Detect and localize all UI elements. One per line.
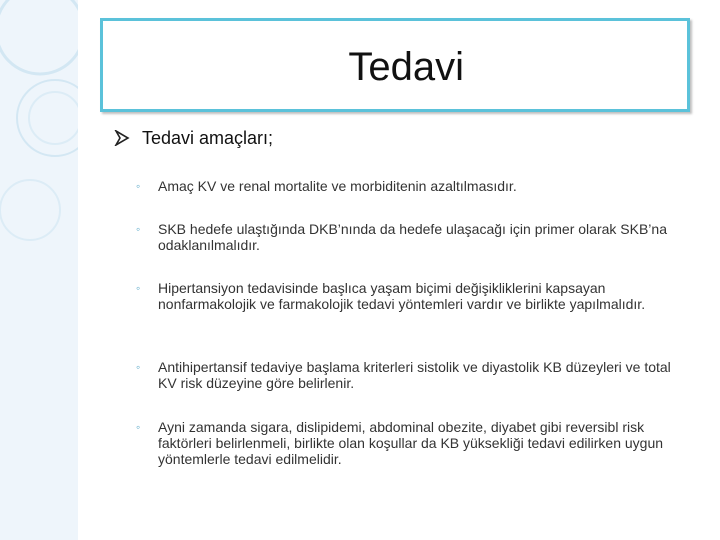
list-item-text: Antihipertansif tedaviye başlama kriterleri sistolik ve diyastolik KB düzeyleri ve total KV risk düzeyine göre belirlenir. <box>158 359 671 391</box>
list-item <box>136 221 696 253</box>
circle-bullet-icon: ◦ <box>136 179 141 193</box>
decorative-side-panel <box>0 0 78 540</box>
list-item-text: SKB hedefe ulaştığında DKB’nında da hedefe ulaşacağı için primer olarak SKB’na odaklanılmalıdır. <box>158 221 667 253</box>
list-item <box>136 178 696 194</box>
slide-title: Tedavi <box>348 45 464 89</box>
list-item-text: Hipertansiyon tedavisinde başlıca yaşam biçimi değişikliklerini kapsayan nonfarmakolojik ve farmakolojik tedavi yöntemleri vardır ve birlikte yapılmalıdır. <box>158 280 646 312</box>
circle-bullet-icon: ◦ <box>136 222 141 236</box>
title-box <box>100 18 690 112</box>
circle-bullet-icon: ◦ <box>136 281 141 295</box>
list-item <box>136 359 696 391</box>
list-item-text: Ayni zamanda sigara, dislipidemi, abdominal obezite, diyabet gibi reversibl risk faktörleri belirlenmeli, birlikte olan koşullar da KB yüksekliği tedavi edilirken uygun yöntemlerle tedavi edilmelidir. <box>158 419 664 467</box>
list-item <box>136 419 696 467</box>
section-heading <box>114 126 273 150</box>
circle-bullet-icon: ◦ <box>136 420 141 434</box>
decorative-circles <box>0 0 78 540</box>
list-item <box>136 280 696 312</box>
circle-bullet-icon: ◦ <box>136 360 141 374</box>
list-item-text: Amaç KV ve renal mortalite ve morbiditenin azaltılmasıdır. <box>158 178 517 194</box>
heading-text: Tedavi amaçları; <box>142 127 274 148</box>
arrow-bullet-icon <box>114 130 130 146</box>
